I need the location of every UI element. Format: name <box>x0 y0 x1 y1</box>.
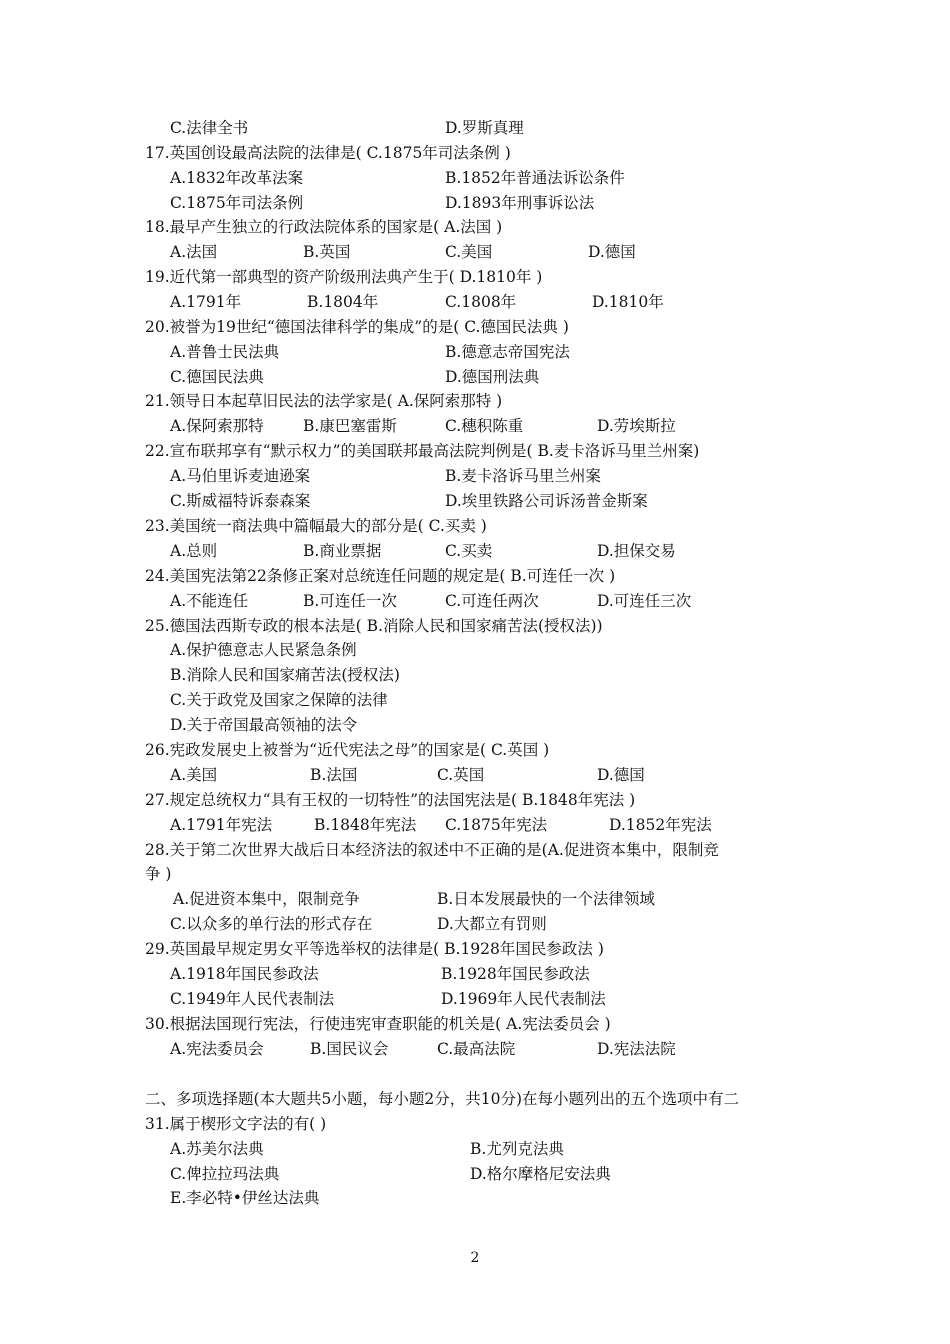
option-text: D.1893年刑事诉讼法 <box>445 194 595 212</box>
option-text: D.劳埃斯拉 <box>597 417 676 435</box>
page-number: 2 <box>470 1250 480 1266</box>
option-text: D.埃里铁路公司诉汤普金斯案 <box>445 492 648 510</box>
question-text-continued: 争 ) <box>145 865 172 883</box>
question-text: 31.属于楔形文字法的有( ) <box>145 1115 327 1133</box>
option-text: D.德国 <box>588 243 636 261</box>
question-text: 24.美国宪法第22条修正案对总统连任问题的规定是( B.可连任一次 ) <box>145 567 616 585</box>
option-text: B.消除人民和国家痛苦法(授权法) <box>170 666 400 684</box>
option-text: A.普鲁士民法典 <box>170 343 280 361</box>
question-text: 28.关于第二次世界大战后日本经济法的叙述中不正确的是(A.促进资本集中，限制竞 <box>145 841 719 859</box>
option-text: D.德国刑法典 <box>445 368 540 386</box>
option-text: B.1852年普通法诉讼条件 <box>445 169 625 187</box>
question-text: 20.被誉为19世纪“德国法律科学的集成”的是( C.德国民法典 ) <box>145 318 569 336</box>
option-text: B.1848年宪法 <box>314 816 417 834</box>
option-text: D.大都立有罚则 <box>437 915 547 933</box>
option-text: B.英国 <box>303 243 351 261</box>
option-text: B.麦卡洛诉马里兰州案 <box>445 467 601 485</box>
option-text: D.关于帝国最高领袖的法令 <box>170 716 358 734</box>
option-text: A.美国 <box>170 766 218 784</box>
question-text: 21.领导日本起草旧民法的法学家是( A.保阿索那特 ) <box>145 392 503 410</box>
option-text: C.法律全书 <box>170 119 249 137</box>
option-text: D.1852年宪法 <box>609 816 712 834</box>
option-text: D.担保交易 <box>597 542 676 560</box>
option-text: A.保护德意志人民紧急条例 <box>170 641 357 659</box>
option-text: C.最高法院 <box>437 1040 516 1058</box>
option-text: D.1810年 <box>592 293 664 311</box>
option-text: A.1832年改革法案 <box>170 169 304 187</box>
option-text: A.法国 <box>170 243 218 261</box>
option-text: B.日本发展最快的一个法律领域 <box>437 890 655 908</box>
option-text: A.保阿索那特 <box>170 417 264 435</box>
option-text: A.总则 <box>170 542 218 560</box>
option-text: C.德国民法典 <box>170 368 264 386</box>
option-text: A.1791年宪法 <box>170 816 273 834</box>
option-text: C.1949年人民代表制法 <box>170 990 335 1008</box>
option-text: D.宪法法院 <box>597 1040 676 1058</box>
option-text: D.德国 <box>597 766 645 784</box>
option-text: C.俾拉拉玛法典 <box>170 1165 280 1183</box>
question-text: 25.德国法西斯专政的根本法是( B.消除人民和国家痛苦法(授权法)) <box>145 617 603 635</box>
option-text: E.李必特•伊丝达法典 <box>170 1189 320 1207</box>
option-text: C.关于政党及国家之保障的法律 <box>170 691 388 709</box>
option-text: A.不能连任 <box>170 592 249 610</box>
option-text: B.1804年 <box>307 293 379 311</box>
question-text: 26.宪政发展史上被誉为“近代宪法之母”的国家是( C.英国 ) <box>145 741 550 759</box>
option-text: A.1918年国民参政法 <box>170 965 319 983</box>
option-text: A.马伯里诉麦迪逊案 <box>170 467 311 485</box>
option-text: C.美国 <box>445 243 493 261</box>
option-text: D.罗斯真理 <box>445 119 524 137</box>
option-text: C.穗积陈重 <box>445 417 524 435</box>
question-text: 30.根据法国现行宪法，行使违宪审查职能的机关是( A.宪法委员会 ) <box>145 1015 611 1033</box>
option-text: C.可连任两次 <box>445 592 539 610</box>
question-text: 18.最早产生独立的行政法院体系的国家是( A.法国 ) <box>145 218 503 236</box>
option-text: C.1875年宪法 <box>445 816 548 834</box>
option-text: A.宪法委员会 <box>170 1040 264 1058</box>
option-text: B.康巴塞雷斯 <box>303 417 397 435</box>
option-text: B.国民议会 <box>310 1040 389 1058</box>
option-text: A.促进资本集中，限制竞争 <box>173 890 360 908</box>
option-text: D.可连任三次 <box>597 592 692 610</box>
question-text: 19.近代第一部典型的资产阶级刑法典产生于( D.1810年 ) <box>145 268 543 286</box>
option-text: C.英国 <box>437 766 485 784</box>
option-text: B.法国 <box>310 766 358 784</box>
option-text: A.苏美尔法典 <box>170 1140 264 1158</box>
option-text: B.1928年国民参政法 <box>441 965 590 983</box>
question-text: 23.美国统一商法典中篇幅最大的部分是( C.买卖 ) <box>145 517 487 535</box>
option-text: D.格尔摩格尼安法典 <box>470 1165 611 1183</box>
option-text: B.尤列克法典 <box>470 1140 564 1158</box>
question-text: 27.规定总统权力“具有王权的一切特性”的法国宪法是( B.1848年宪法 ) <box>145 791 636 809</box>
option-text: C.买卖 <box>445 542 493 560</box>
question-text: 29.英国最早规定男女平等选举权的法律是( B.1928年国民参政法 ) <box>145 940 604 958</box>
question-text: 17.英国创设最高法院的法律是( C.1875年司法条例 ) <box>145 144 511 162</box>
option-text: C.以众多的单行法的形式存在 <box>170 915 373 933</box>
option-text: B.可连任一次 <box>303 592 397 610</box>
option-text: C.斯威福特诉泰森案 <box>170 492 311 510</box>
option-text: B.德意志帝国宪法 <box>445 343 570 361</box>
option-text: C.1808年 <box>445 293 517 311</box>
option-text: C.1875年司法条例 <box>170 194 304 212</box>
section-heading: 二、多项选择题(本大题共5小题，每小题2分，共10分)在每小题列出的五个选项中有二 <box>145 1090 740 1108</box>
option-text: A.1791年 <box>170 293 242 311</box>
option-text: B.商业票据 <box>303 542 382 560</box>
question-text: 22.宣布联邦享有“默示权力”的美国联邦最高法院判例是( B.麦卡洛诉马里兰州案) <box>145 442 700 460</box>
option-text: D.1969年人民代表制法 <box>441 990 606 1008</box>
